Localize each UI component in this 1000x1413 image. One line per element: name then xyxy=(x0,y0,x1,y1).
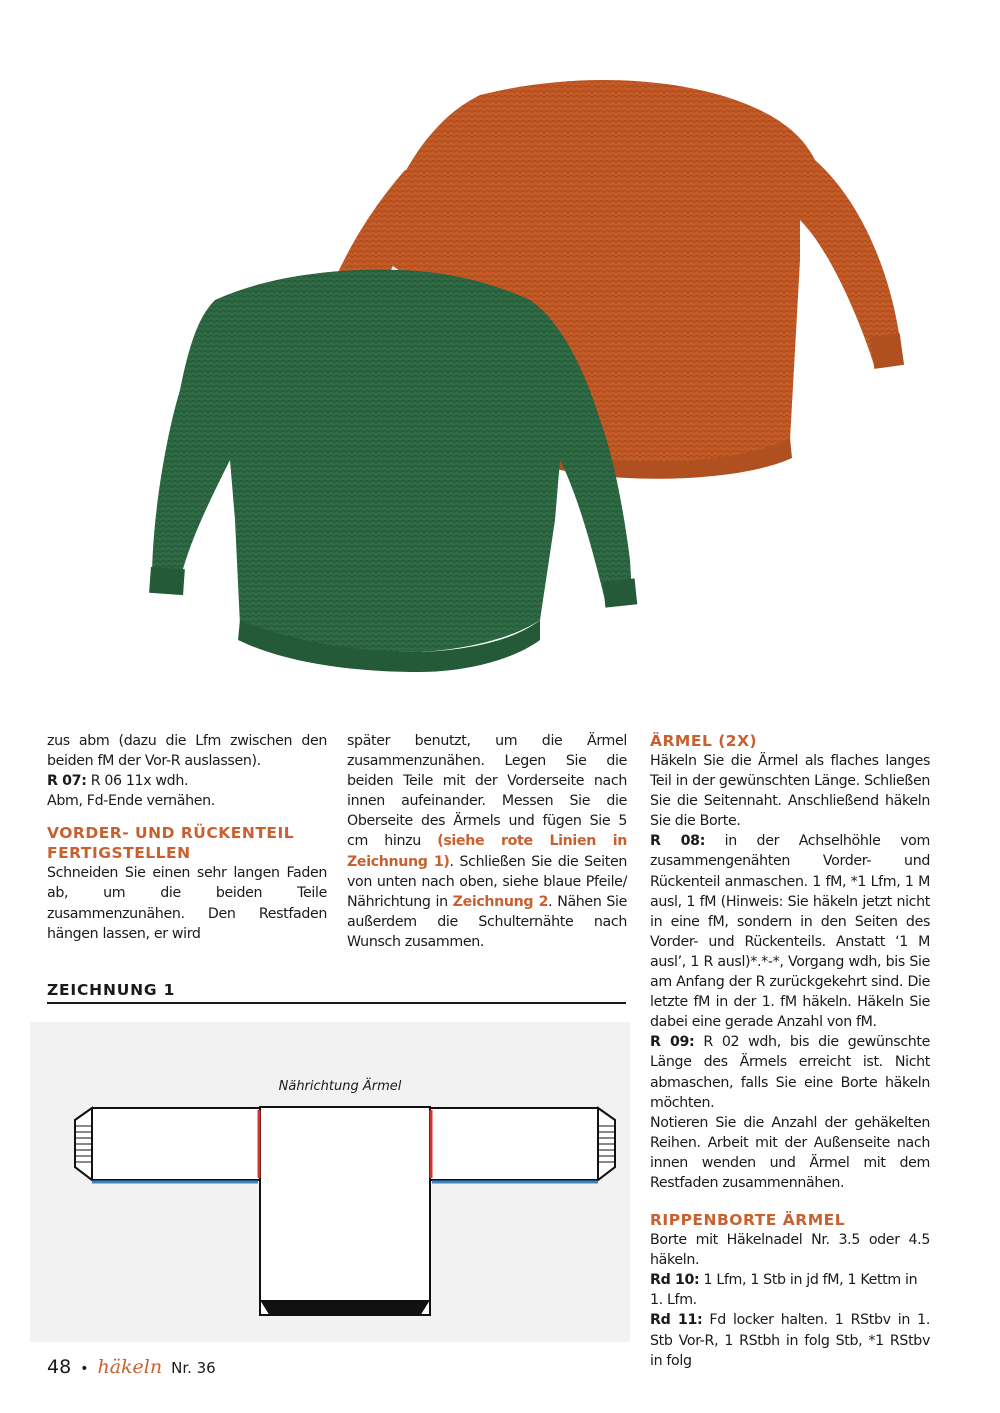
heading-vorder-rueckenteil: VORDER- UND RÜCKENTEIL FERTIGSTELLEN xyxy=(47,824,295,863)
footer-bullet: • xyxy=(80,1361,89,1377)
body-rib-band xyxy=(260,1300,430,1316)
magazine-brand: häkeln xyxy=(97,1356,163,1378)
column-2 xyxy=(347,731,627,952)
col1-paragraph-3: Abm, Fd-Ende vernähen. xyxy=(47,793,215,810)
body-piece xyxy=(260,1107,430,1315)
row-09-label: R 09: xyxy=(650,1034,695,1051)
col2-text-2: . Schließen Sie die Seiten von unten nach oben, siehe blaue Pfeile/ Nährichtung in xyxy=(347,853,628,910)
right-sleeve xyxy=(430,1108,615,1180)
col2-text-3: . Nähen Sie außerdem die Schulternähte nach Wunsch zusammen. xyxy=(347,893,628,950)
col2-text-1: später benutzt, um die Ärmel zusammenzunähen. Legen Sie die beiden Teile mit der Vorderseite nach innen aufeinander. Messen Sie die Oberseite des Ärmels und fügen Sie 5 cm hinzu xyxy=(347,733,627,850)
col2-paragraph xyxy=(347,731,627,952)
row-09-text: R 02 wdh, bis die gewünschte Länge des Ärmels erreicht ist. Nicht abmaschen, falls Sie eine Borte häkeln möchten. xyxy=(650,1034,931,1111)
col3-paragraph-1: Häkeln Sie die Ärmel als flaches langes Teil in der gewünschten Länge. Schließen Sie die Seitennaht. Anschließend häkeln Sie die Borte. xyxy=(650,753,930,830)
heading-aermel: ÄRMEL (2X) xyxy=(650,732,758,750)
row-08-label: R 08: xyxy=(650,833,706,850)
col3-round-10 xyxy=(650,1270,930,1310)
col3-round-11 xyxy=(650,1310,930,1370)
heading-rippenborte: RIPPENBORTE ÄRMEL xyxy=(650,1211,846,1230)
round-11-label: Rd 11: xyxy=(650,1312,703,1329)
issue-number: Nr. 36 xyxy=(171,1359,216,1377)
col3-paragraph-4: Notieren Sie die Anzahl der gehäkelten Reihen. Arbeit mit der Außenseite nach innen wenden und Ärmel mit dem Restfaden zusammennähen. xyxy=(650,1114,930,1191)
col3-row-08 xyxy=(650,831,930,1032)
row-07-label: R 07: xyxy=(47,773,87,790)
round-11-text: Fd locker halten. 1 RStbv in 1. Stb Vor-R, 1 RStbh in folg Stb, *1 RStbv in folg xyxy=(650,1312,930,1369)
row-08-text: in der Achselhöhle vom zusammengenähten Vorder- und Rückenteil anmaschen. 1 fM, *1 Lfm, 1 M ausl, 1 fM (Hinweis: Sie häkeln jetzt nicht in eine fM, sondern in den Seiten des Vorder- und Rückenteils. Anstatt ‘1 M ausl’, 1 R ausl)*.*-*, Vorgang wdh, bis Sie am Anfang der R zurückgekehrt sind. Die letzte fM in der 1. fM häkeln. Häkeln Sie dabei eine gerade Anzahl von fM. xyxy=(650,833,930,1031)
page-footer xyxy=(47,1356,216,1378)
page-number: 48 xyxy=(47,1356,72,1378)
sweaters-photo xyxy=(40,20,970,692)
column-3 xyxy=(650,731,930,1371)
row-07-text: R 06 11x wdh. xyxy=(86,773,189,790)
zeichnung-1-title: ZEICHNUNG 1 xyxy=(47,981,176,999)
round-10-text: 1 Lfm, 1 Stb in jd fM, 1 Kettm in 1. Lfm. xyxy=(650,1272,918,1309)
column-1 xyxy=(47,731,327,944)
col3-paragraph-5: Borte mit Häkelnadel Nr. 3.5 oder 4.5 häkeln. xyxy=(650,1232,930,1269)
ref-zeichnung-2: Zeichnung 2 xyxy=(452,893,549,910)
left-sleeve xyxy=(75,1108,260,1180)
col1-paragraph-4: Schneiden Sie einen sehr langen Faden ab, um die beiden Teile zusammenzunähen. Den Restfaden hängen lassen, er wird xyxy=(47,865,327,942)
col1-row-07 xyxy=(47,771,327,791)
zeichnung-1-diagram xyxy=(30,1022,630,1342)
round-10-label: Rd 10: xyxy=(650,1272,700,1289)
col1-paragraph-1: zus abm (dazu die Lfm zwischen den beiden fM der Vor-R auslassen). xyxy=(47,733,327,770)
ref-red-lines: (siehe rote Linien in Zeichnung 1) xyxy=(347,833,627,870)
col3-row-09 xyxy=(650,1032,930,1112)
divider-rule xyxy=(47,1002,626,1004)
diagram-label: Nährichtung Ärmel xyxy=(278,1079,402,1094)
